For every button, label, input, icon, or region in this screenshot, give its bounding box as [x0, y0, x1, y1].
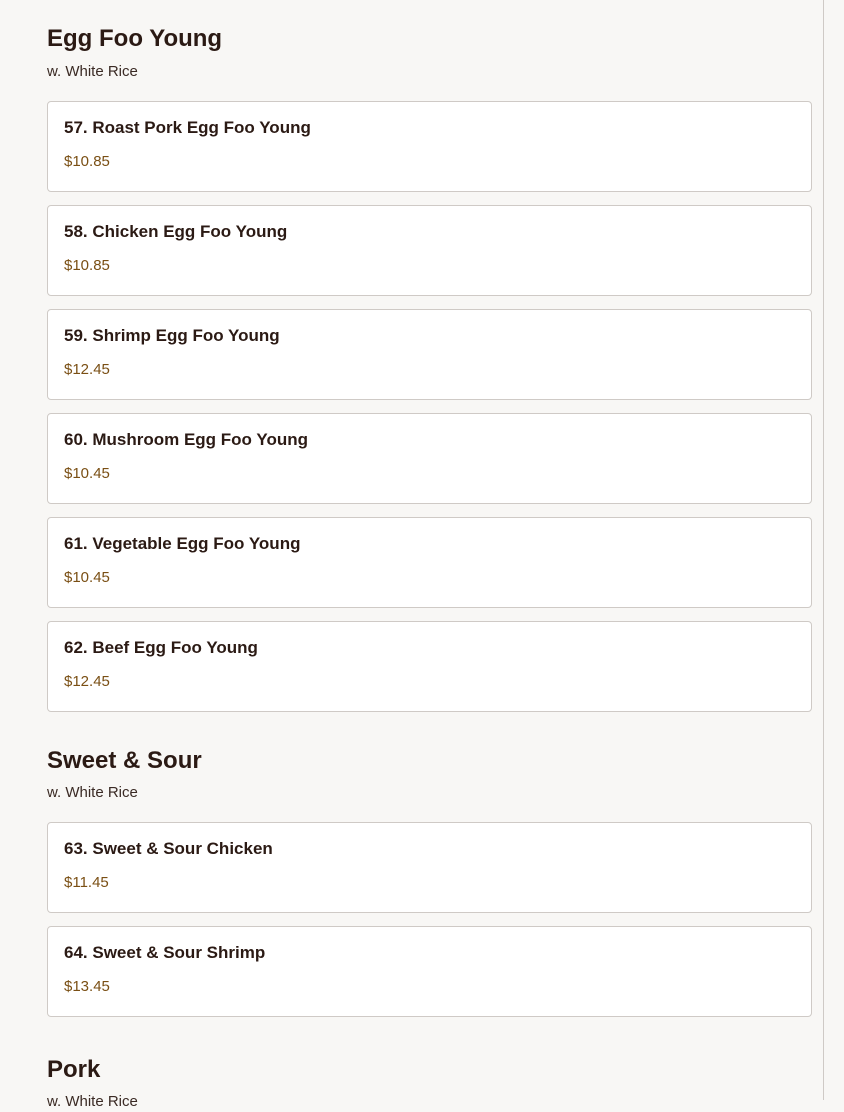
- menu-item-name: 59. Shrimp Egg Foo Young: [64, 326, 280, 345]
- menu-item-price: $12.45: [64, 361, 110, 378]
- page-scrollbar-edge: [823, 0, 824, 1100]
- menu-item-price: $10.85: [64, 153, 110, 170]
- menu-item-card[interactable]: [47, 926, 812, 1017]
- menu-item-name: 60. Mushroom Egg Foo Young: [64, 430, 308, 449]
- menu-item-card[interactable]: [47, 205, 812, 296]
- section-note: w. White Rice: [47, 1093, 138, 1110]
- menu-item-name: 57. Roast Pork Egg Foo Young: [64, 118, 311, 137]
- menu-item-name: 63. Sweet & Sour Chicken: [64, 839, 273, 858]
- menu-item-name: 61. Vegetable Egg Foo Young: [64, 534, 301, 553]
- section-note: w. White Rice: [47, 784, 138, 801]
- menu-item-price: $13.45: [64, 978, 110, 995]
- menu-item-card[interactable]: [47, 517, 812, 608]
- menu-item-card[interactable]: [47, 101, 812, 192]
- menu-item-name: 64. Sweet & Sour Shrimp: [64, 943, 266, 962]
- section-title: Pork: [47, 1056, 101, 1083]
- section-note: w. White Rice: [47, 63, 138, 80]
- menu-item-price: $10.85: [64, 257, 110, 274]
- menu-item-price: $11.45: [64, 874, 109, 891]
- menu-item-list: [47, 822, 812, 1017]
- menu-item-name: 58. Chicken Egg Foo Young: [64, 222, 288, 241]
- menu-item-card[interactable]: [47, 413, 812, 504]
- menu-item-name: 62. Beef Egg Foo Young: [64, 638, 258, 657]
- section-title: Sweet & Sour: [47, 747, 202, 774]
- menu-item-list: [47, 101, 812, 712]
- menu-item-card[interactable]: [47, 822, 812, 913]
- menu-item-card[interactable]: [47, 621, 812, 712]
- menu-item-price: $12.45: [64, 673, 110, 690]
- menu-item-price: $10.45: [64, 569, 110, 586]
- menu-item-price: $10.45: [64, 465, 110, 482]
- menu-item-card[interactable]: [47, 309, 812, 400]
- section-title: Egg Foo Young: [47, 25, 223, 52]
